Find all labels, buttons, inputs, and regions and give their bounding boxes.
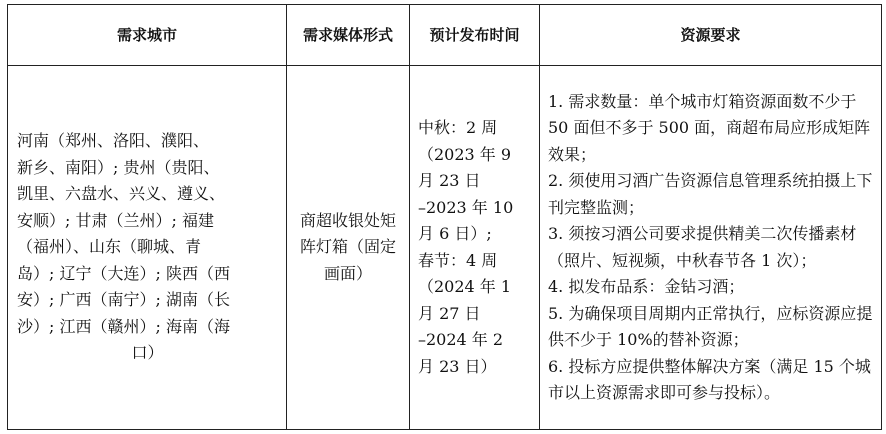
time-line: –2023 年 10: [418, 197, 514, 217]
header-row: [8, 5, 882, 66]
table-row: [8, 66, 882, 430]
header-time: 预计发布时间: [410, 5, 540, 66]
header-media: 需求媒体形式: [287, 5, 410, 66]
cities-line: 凯里、六盘水、兴义、遵义、: [17, 184, 226, 204]
cities-line: 河南（郑州、洛阳、濮阳、: [17, 131, 210, 151]
requirements-table: [7, 4, 882, 430]
requirement-item: 3. 须按习酒公司要求提供精美二次传播素材（照片、短视频，中秋春节各 1 次）；: [548, 224, 857, 270]
cities-line: 安）; 广西（南宁）; 湖南（长: [17, 290, 230, 310]
header-city: 需求城市: [8, 5, 287, 66]
cell-requirements: [540, 66, 882, 430]
time-line: 春节：4 周: [418, 250, 498, 270]
cell-media: 商超收银处矩阵灯箱（固定画面）: [287, 66, 410, 430]
cities-line: 岛）; 辽宁（大连）; 陕西（西: [17, 263, 230, 283]
time-line: –2024 年 2: [418, 330, 504, 349]
cities-line: 新乡、南阳）; 贵州（贵阳、: [17, 157, 220, 177]
cell-cities: [8, 66, 287, 430]
requirement-item: 4. 拟发布品系：金钻习酒；: [548, 277, 745, 296]
time-line: 月 6 日）;: [418, 224, 492, 243]
requirement-item: 1. 需求数量：单个城市灯箱资源面数不少于 50 面但不多于 500 面，商超布局应形成矩阵效果；: [548, 91, 871, 164]
header-requirements: 资源要求: [540, 5, 882, 66]
cities-line: 口）: [131, 343, 164, 363]
time-line: （2023 年 9: [418, 144, 512, 164]
time-line: 中秋：2 周: [418, 118, 498, 137]
cities-line: 安顺）; 甘肃（兰州）; 福建: [17, 210, 214, 230]
time-line: （2024 年 1: [418, 277, 512, 296]
time-line: 月 23 日: [418, 171, 481, 190]
cell-time: [410, 66, 540, 430]
time-line: 月 23 日）: [418, 356, 497, 376]
requirement-item: 6. 投标方应提供整体解决方案（满足 15 个城市以上资源需求即可参与投标）。: [548, 356, 871, 402]
cities-line: （福州）、山东（聊城、青: [17, 237, 202, 257]
cities-line: 沙）; 江西（赣州）; 海南（海: [17, 316, 230, 336]
requirement-item: 5. 为确保项目周期内正常执行，应标资源应提供不少于 10%的替补资源；: [548, 303, 873, 349]
time-line: 月 27 日: [418, 303, 481, 323]
table-header: [8, 5, 882, 66]
requirement-item: 2. 须使用习酒广告资源信息管理系统拍摄上下刊完整监测；: [548, 171, 873, 217]
table-body: [8, 66, 882, 430]
